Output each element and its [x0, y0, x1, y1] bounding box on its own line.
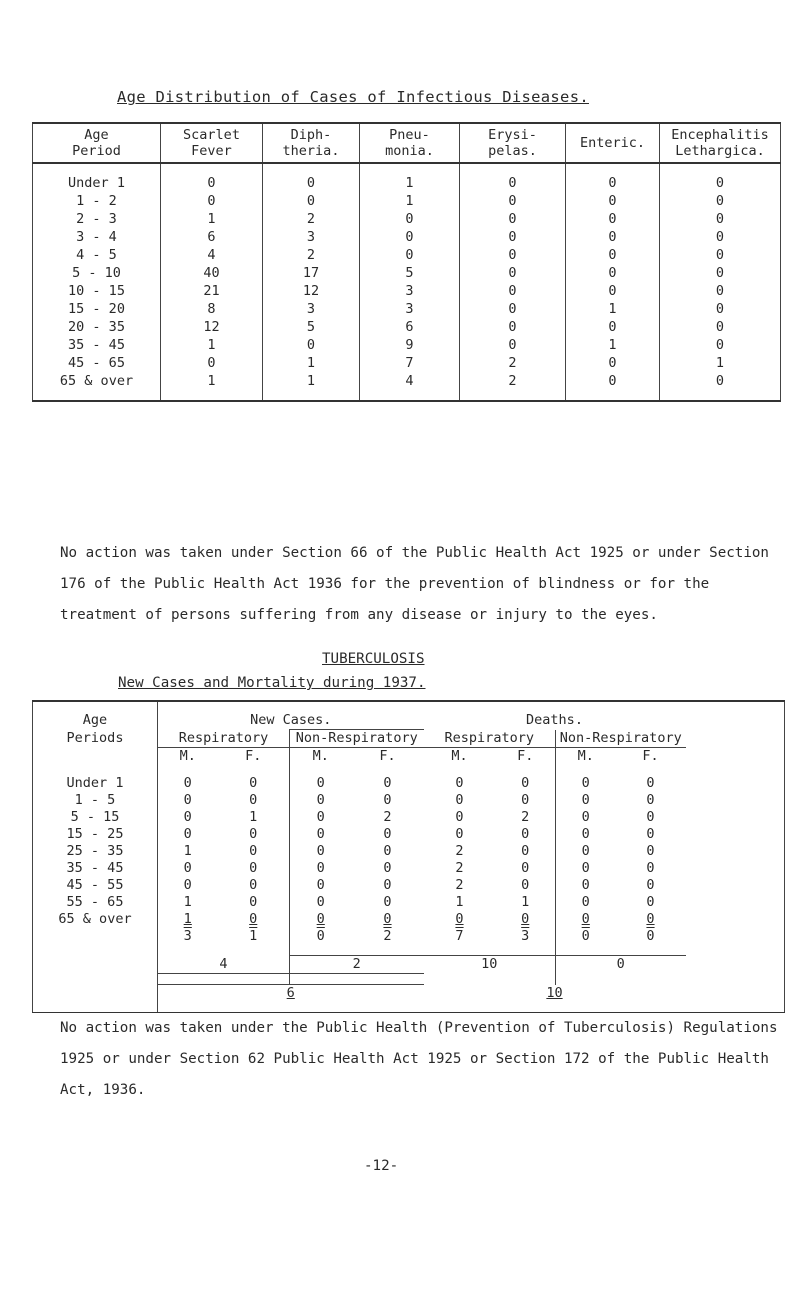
- group-header-row: [33, 712, 785, 730]
- count-cell: 0: [290, 826, 352, 843]
- table-row: [33, 336, 781, 354]
- age-cell: 45 - 55: [33, 877, 158, 894]
- count-cell: 0: [158, 860, 218, 877]
- empty-cell: [686, 809, 785, 826]
- count-cell: 21: [161, 282, 263, 300]
- empty-cell: [686, 775, 785, 792]
- age-cell: 1 - 2: [33, 192, 161, 210]
- count-cell: 0: [460, 163, 566, 192]
- table-row: [33, 282, 781, 300]
- count-cell: 1: [660, 354, 781, 372]
- count-cell: 0: [249, 792, 258, 808]
- grand-total-cell: 6: [158, 985, 424, 1013]
- spacer: [33, 945, 158, 956]
- sex-header-row: [33, 748, 785, 766]
- spacer: [616, 974, 686, 985]
- count-cell: 0: [556, 894, 616, 911]
- count-cell: 1: [263, 372, 360, 401]
- table-row: [33, 354, 781, 372]
- count-cell: 5: [360, 264, 460, 282]
- count-cell: 0: [460, 300, 566, 318]
- count-cell: 0: [161, 192, 263, 210]
- count-cell: 40: [161, 264, 263, 282]
- spacer: [33, 765, 158, 775]
- count-cell: 1: [521, 894, 530, 910]
- column-header-line: Enteric.: [579, 135, 646, 151]
- spacer: [33, 974, 158, 985]
- spacer: [424, 974, 496, 985]
- count-cell: 2: [455, 843, 464, 859]
- count-cell: 0: [383, 860, 392, 876]
- age-cell: 20 - 35: [33, 318, 161, 336]
- count-cell: 0: [660, 372, 781, 401]
- count-cell: 0: [660, 228, 781, 246]
- table-row: [33, 775, 785, 792]
- male-header: M.: [556, 748, 616, 766]
- new-cases-header: New Cases.: [158, 712, 424, 730]
- spacer: [496, 974, 556, 985]
- count-cell: 8: [161, 300, 263, 318]
- count-cell: 1: [158, 843, 218, 860]
- age-cell: 3 - 4: [33, 228, 161, 246]
- count-cell: 1: [263, 354, 360, 372]
- table-row: [33, 809, 785, 826]
- periods-header: Periods: [33, 730, 158, 748]
- count-cell: 0: [263, 192, 360, 210]
- count-cell: 1: [249, 809, 258, 825]
- table-row: [33, 210, 781, 228]
- count-cell: 0: [521, 792, 530, 808]
- table-row: [33, 843, 785, 860]
- column-header: [161, 123, 263, 163]
- count-cell: 0: [566, 354, 660, 372]
- count-cell: 0: [249, 894, 258, 910]
- count-cell: 0: [158, 826, 218, 843]
- count-cell: 0: [460, 228, 566, 246]
- spacer: [290, 945, 352, 956]
- column-header: [33, 123, 161, 163]
- empty-cell: [686, 843, 785, 860]
- count-cell: 0: [290, 911, 352, 928]
- spacer: [616, 945, 686, 956]
- count-cell: 0: [646, 894, 655, 910]
- count-cell: 0: [660, 264, 781, 282]
- count-cell: 0: [249, 775, 258, 791]
- spacer: [352, 945, 424, 956]
- spacer: [556, 974, 616, 985]
- count-cell: 2: [455, 860, 464, 876]
- age-cell: 55 - 65: [33, 894, 158, 911]
- tuberculosis-table: [32, 700, 785, 1013]
- count-cell: 2: [263, 246, 360, 264]
- count-cell: 0: [556, 911, 616, 928]
- column-header: [566, 123, 660, 163]
- empty-cell: [686, 894, 785, 911]
- count-cell: 0: [383, 843, 392, 859]
- spacer: [686, 974, 785, 985]
- count-cell: 2: [383, 809, 392, 825]
- count-cell: 0: [249, 860, 258, 876]
- count-cell: 4: [360, 372, 460, 401]
- spacer: [556, 765, 616, 775]
- table-row: [33, 372, 781, 401]
- count-cell: 0: [360, 246, 460, 264]
- count-cell: 0: [460, 282, 566, 300]
- count-cell: 12: [263, 282, 360, 300]
- subtotal-cell: 2: [290, 956, 424, 974]
- count-cell: 0: [660, 192, 781, 210]
- age-cell: Under 1: [33, 775, 158, 792]
- count-cell: 0: [566, 372, 660, 401]
- female-header: F.: [379, 748, 396, 764]
- column-header-line: Lethargica.: [675, 143, 765, 159]
- count-cell: 0: [460, 318, 566, 336]
- respiratory-header: Respiratory: [158, 730, 290, 748]
- count-cell: 0: [455, 911, 464, 927]
- count-cell: 0: [556, 809, 616, 826]
- female-header: F.: [517, 748, 534, 764]
- empty-cell: [33, 985, 158, 1013]
- count-cell: 0: [521, 877, 530, 893]
- non-respiratory-deaths-header: Non-Respiratory: [556, 730, 686, 748]
- count-cell: 0: [158, 877, 218, 894]
- spacer: [424, 765, 496, 775]
- table-row: [33, 826, 785, 843]
- column-header-line: pelas.: [488, 143, 537, 159]
- count-cell: 2: [455, 877, 464, 893]
- count-cell: 0: [290, 877, 352, 894]
- empty-cell: [686, 792, 785, 809]
- count-cell: 0: [383, 877, 392, 893]
- count-cell: 0: [460, 264, 566, 282]
- spacer: [496, 945, 556, 956]
- count-cell: 0: [556, 843, 616, 860]
- table-row: [33, 877, 785, 894]
- table-row: [33, 860, 785, 877]
- count-cell: 0: [383, 826, 392, 842]
- empty-cell: [686, 911, 785, 928]
- age-cell: 10 - 15: [33, 282, 161, 300]
- count-cell: 0: [660, 246, 781, 264]
- count-cell: 0: [158, 792, 218, 809]
- count-cell: 0: [646, 809, 655, 825]
- grand-total-cell: 10: [424, 985, 686, 1013]
- male-header: M.: [290, 748, 352, 766]
- spacer: [158, 765, 218, 775]
- column-header: [263, 123, 360, 163]
- empty-cell: [686, 985, 785, 1013]
- count-cell: 1: [161, 336, 263, 354]
- deaths-header: Deaths.: [526, 712, 583, 729]
- column-header-line: Pneu-: [389, 127, 430, 143]
- spacer: [424, 945, 496, 956]
- count-cell: 1: [360, 192, 460, 210]
- subgroup-header-row: [33, 730, 785, 748]
- count-cell: 6: [161, 228, 263, 246]
- male-header: M.: [451, 748, 468, 764]
- count-cell: 7: [360, 354, 460, 372]
- spacer: [218, 945, 290, 956]
- count-cell: 0: [383, 911, 392, 927]
- count-cell: 0: [646, 826, 655, 842]
- table-row: [33, 246, 781, 264]
- spacer: [686, 765, 785, 775]
- count-cell: 1: [360, 163, 460, 192]
- count-cell: 0: [290, 792, 352, 809]
- spacer: [290, 974, 352, 985]
- age-cell: 4 - 5: [33, 246, 161, 264]
- infectious-diseases-table: [32, 122, 781, 402]
- spacer: [352, 974, 424, 985]
- count-cell: 0: [383, 792, 392, 808]
- count-cell: 0: [383, 894, 392, 910]
- new-cases-heading: New Cases and Mortality during 1937.: [118, 675, 426, 691]
- count-cell: 6: [360, 318, 460, 336]
- count-cell: 0: [521, 860, 530, 876]
- table-row: [33, 894, 785, 911]
- subtotals-row: [33, 956, 785, 974]
- count-cell: 0: [460, 246, 566, 264]
- spacer: [556, 945, 616, 956]
- empty-cell: [686, 877, 785, 894]
- count-cell: 1: [158, 894, 218, 911]
- count-cell: 0: [556, 775, 616, 792]
- empty-cell: [33, 956, 158, 974]
- count-cell: 2: [521, 809, 530, 825]
- spacer: [290, 765, 352, 775]
- age-header: Age: [33, 712, 158, 730]
- column-header-line: Diph-: [290, 127, 332, 143]
- non-respiratory-header: Non-Respiratory: [290, 730, 424, 748]
- spacer: [686, 945, 785, 956]
- table-row: [33, 192, 781, 210]
- age-cell: 65 & over: [33, 372, 161, 401]
- count-cell: 17: [263, 264, 360, 282]
- grand-totals-row: [33, 985, 785, 1013]
- count-cell: 0: [566, 264, 660, 282]
- page-title: Age Distribution of Cases of Infectious Diseases.: [117, 88, 589, 106]
- count-cell: 12: [161, 318, 263, 336]
- column-header-line: Encephalitis: [671, 127, 769, 143]
- count-cell: 0: [556, 860, 616, 877]
- total-cell: 0: [556, 928, 616, 945]
- count-cell: 2: [460, 354, 566, 372]
- count-cell: 4: [161, 246, 263, 264]
- female-header: F.: [642, 748, 659, 764]
- count-cell: 0: [161, 354, 263, 372]
- count-cell: 0: [290, 809, 352, 826]
- count-cell: 0: [290, 775, 352, 792]
- count-cell: 0: [460, 192, 566, 210]
- count-cell: 0: [290, 843, 352, 860]
- count-cell: 0: [660, 210, 781, 228]
- count-cell: 0: [566, 163, 660, 192]
- count-cell: 0: [646, 877, 655, 893]
- empty-cell: [686, 956, 785, 974]
- count-cell: 0: [521, 775, 530, 791]
- empty-cell: [686, 860, 785, 877]
- count-cell: 0: [566, 192, 660, 210]
- age-cell: 2 - 3: [33, 210, 161, 228]
- count-cell: 0: [660, 282, 781, 300]
- table-header-row: [33, 123, 781, 163]
- age-cell: 35 - 45: [33, 336, 161, 354]
- count-cell: 0: [556, 826, 616, 843]
- page-number: -12-: [364, 1158, 399, 1174]
- count-cell: 0: [646, 860, 655, 876]
- count-cell: 0: [660, 300, 781, 318]
- empty-cell: [33, 928, 158, 945]
- count-cell: 0: [660, 163, 781, 192]
- age-cell: 65 & over: [33, 911, 158, 928]
- count-cell: 0: [455, 809, 464, 825]
- age-cell: 35 - 45: [33, 860, 158, 877]
- count-cell: 0: [161, 163, 263, 192]
- column-header-line: Period: [72, 143, 121, 159]
- spacer: [496, 765, 556, 775]
- total-cell: 1: [249, 928, 258, 944]
- column-header-line: Fever: [191, 143, 232, 159]
- count-cell: 0: [460, 336, 566, 354]
- column-header: [660, 123, 781, 163]
- table-row: [33, 300, 781, 318]
- count-cell: 0: [360, 210, 460, 228]
- count-cell: 0: [556, 877, 616, 894]
- count-cell: 1: [161, 210, 263, 228]
- subtotal-cell: 0: [556, 956, 686, 974]
- count-cell: 2: [263, 210, 360, 228]
- spacer: [158, 974, 218, 985]
- column-header-line: theria.: [282, 143, 340, 159]
- count-cell: 0: [646, 911, 655, 927]
- count-cell: 0: [290, 894, 352, 911]
- count-cell: 0: [660, 318, 781, 336]
- count-cell: 0: [566, 246, 660, 264]
- age-cell: 5 - 15: [33, 809, 158, 826]
- count-cell: 0: [290, 860, 352, 877]
- count-cell: 0: [521, 826, 530, 842]
- table-row: [33, 163, 781, 192]
- count-cell: 0: [646, 792, 655, 808]
- table-row: [33, 228, 781, 246]
- count-cell: 1: [566, 336, 660, 354]
- count-cell: 1: [566, 300, 660, 318]
- age-cell: Under 1: [33, 163, 161, 192]
- spacer: [158, 945, 218, 956]
- count-cell: 0: [455, 826, 464, 842]
- tuberculosis-heading: TUBERCULOSIS: [322, 651, 425, 667]
- female-header: F.: [245, 748, 262, 764]
- total-cell: 7: [455, 928, 464, 944]
- total-cell: 3: [158, 928, 218, 945]
- spacer: [218, 765, 290, 775]
- count-cell: 0: [521, 843, 530, 859]
- count-cell: 0: [360, 228, 460, 246]
- count-cell: 0: [566, 282, 660, 300]
- total-cell: 0: [290, 928, 352, 945]
- count-cell: 3: [263, 228, 360, 246]
- column-header-line: Scarlet: [183, 127, 240, 143]
- age-cell: 15 - 25: [33, 826, 158, 843]
- empty-cell: [686, 826, 785, 843]
- age-cell: 1 - 5: [33, 792, 158, 809]
- table-row: [33, 792, 785, 809]
- count-cell: 0: [566, 318, 660, 336]
- count-cell: 0: [263, 336, 360, 354]
- column-header-line: monia.: [385, 143, 434, 159]
- tuberculosis-paragraph: No action was taken under the Public Health (Prevention of Tuberculosis) Regulations 1925 or under Section 62 Public Health Act 1925 or Section 172 of the Public Health Act, 1936.: [60, 1020, 778, 1098]
- count-cell: 0: [249, 826, 258, 842]
- count-cell: 0: [249, 911, 258, 927]
- count-cell: 2: [460, 372, 566, 401]
- empty-cell: [686, 928, 785, 945]
- male-header: M.: [158, 748, 218, 766]
- count-cell: 0: [521, 911, 530, 927]
- table-row: [33, 911, 785, 928]
- column-header-line: Age: [84, 127, 109, 143]
- count-cell: 0: [660, 336, 781, 354]
- count-cell: 1: [161, 372, 263, 401]
- spacer: [218, 974, 290, 985]
- count-cell: 0: [566, 228, 660, 246]
- count-cell: 0: [249, 877, 258, 893]
- count-cell: 0: [455, 792, 464, 808]
- subtotal-cell: 4: [158, 956, 290, 974]
- table-row: [33, 318, 781, 336]
- count-cell: 9: [360, 336, 460, 354]
- totals-row: [33, 928, 785, 945]
- column-header: [360, 123, 460, 163]
- total-cell: 0: [646, 928, 655, 944]
- count-cell: 0: [646, 843, 655, 859]
- blindness-paragraph: No action was taken under Section 66 of the Public Health Act 1925 or under Section 176 of the Public Health Act 1936 for the prevention of blindness or for the treatment of persons suffering from any disease or injury to the eyes.: [60, 545, 769, 623]
- count-cell: 0: [158, 775, 218, 792]
- age-cell: 5 - 10: [33, 264, 161, 282]
- count-cell: 0: [158, 809, 218, 826]
- respiratory-deaths-header: Respiratory: [424, 730, 556, 748]
- table-row: [33, 264, 781, 282]
- count-cell: 1: [455, 894, 464, 910]
- spacer: [616, 765, 686, 775]
- count-cell: 0: [263, 163, 360, 192]
- age-cell: 25 - 35: [33, 843, 158, 860]
- count-cell: 0: [566, 210, 660, 228]
- count-cell: 0: [249, 843, 258, 859]
- total-cell: 2: [383, 928, 392, 944]
- spacer: [352, 765, 424, 775]
- age-cell: 15 - 20: [33, 300, 161, 318]
- count-cell: 0: [460, 210, 566, 228]
- total-cell: 3: [521, 928, 530, 944]
- column-header-line: Erysi-: [488, 127, 537, 143]
- count-cell: 1: [158, 911, 218, 928]
- age-cell: 45 - 65: [33, 354, 161, 372]
- count-cell: 5: [263, 318, 360, 336]
- count-cell: 0: [646, 775, 655, 791]
- count-cell: 0: [556, 792, 616, 809]
- count-cell: 3: [263, 300, 360, 318]
- count-cell: 0: [455, 775, 464, 791]
- column-header: [460, 123, 566, 163]
- count-cell: 3: [360, 300, 460, 318]
- count-cell: 0: [383, 775, 392, 791]
- count-cell: 3: [360, 282, 460, 300]
- subtotal-cell: 10: [424, 956, 556, 974]
